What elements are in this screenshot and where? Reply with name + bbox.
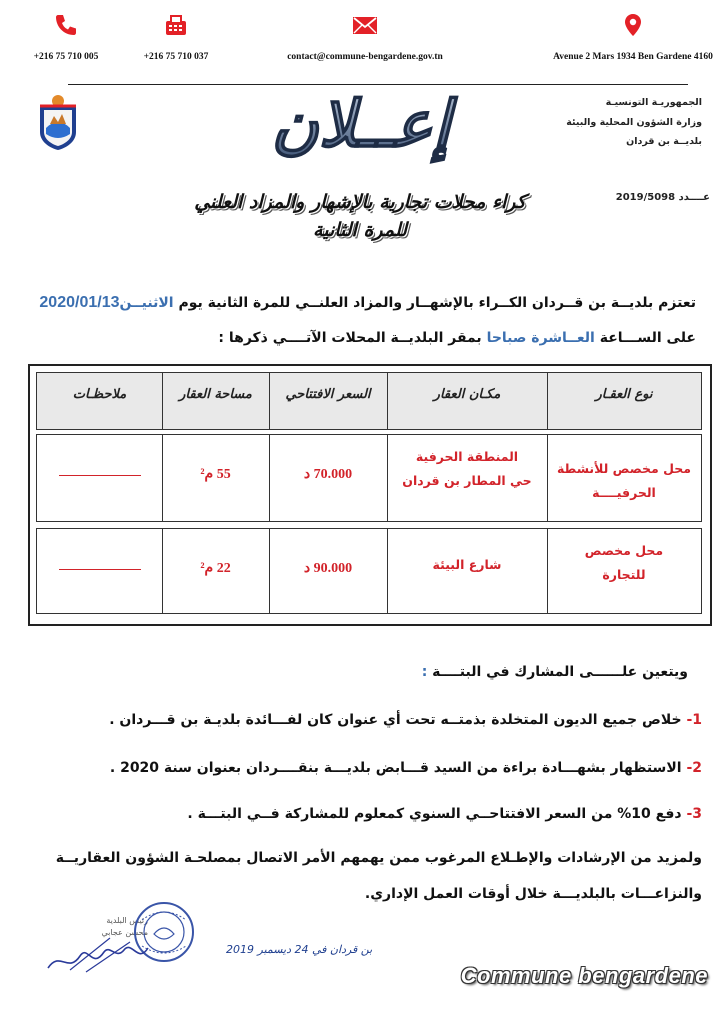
condition-item-2	[10, 760, 702, 776]
conditions-intro	[422, 664, 688, 680]
condition-number: 1-	[686, 712, 702, 728]
intro-time: العــاشرة صباحا	[486, 330, 595, 346]
intro-text: تعتزم بلديــة بن قــردان الكــراء بالإشهــار والمزاد العلنــي للمرة الثانية يوم	[178, 295, 696, 311]
header-price: السعر الافتتاحي	[285, 387, 371, 402]
location-value	[387, 445, 547, 493]
phone-number: +216 75 710 005	[33, 52, 99, 62]
type-value	[547, 539, 701, 587]
type-line-1: محل مخصص للأنشطة	[556, 461, 692, 476]
intro-line-1	[14, 294, 696, 312]
header-notes: ملاحظـات	[72, 387, 127, 402]
table-row	[36, 434, 702, 522]
conditions-intro-colon: :	[421, 664, 428, 680]
intro-line-2	[14, 330, 696, 346]
area-value: 22 م²	[200, 561, 231, 576]
location-line-2: حي المطار بن قردان	[402, 473, 532, 488]
location-value: شارع البيئة	[432, 557, 502, 572]
contact-email	[285, 12, 445, 63]
location-pin-icon	[620, 12, 646, 38]
header-location: مكـان العقار	[433, 387, 501, 402]
email-address: contact@commune-bengardene.gov.tn	[287, 52, 443, 62]
official-header	[552, 96, 702, 155]
ministry-label: وزارة الشؤون المحلية والبيئة	[566, 116, 702, 128]
price-value: 90.000 د	[303, 561, 353, 576]
subtitle-line-1: كراء محلات تجارية بالإشهار والمزاد العلني	[194, 191, 526, 213]
signature-scribble	[40, 930, 170, 980]
envelope-icon	[350, 12, 380, 38]
reference-number: عــــدد 2019/5098	[615, 192, 710, 203]
contact-fax	[96, 12, 256, 63]
notes-dash	[59, 475, 141, 476]
subtitle-line-2: للمرة الثانية	[313, 219, 407, 241]
conditions-intro-text: ويتعين علــــــى المشارك في البتــــة	[432, 664, 688, 680]
announcement-subtitle	[150, 188, 570, 244]
type-line-2: الحرفيــــة	[592, 485, 656, 500]
intro-time-prefix: على الســـاعة	[599, 330, 696, 346]
area-value: 55 م²	[200, 467, 231, 482]
header-divider	[68, 84, 688, 85]
condition-number: 3-	[686, 806, 702, 822]
type-line-1: محل مخصص	[584, 543, 664, 558]
intro-date: 2020/01/13	[39, 294, 120, 311]
condition-text: الاستظهار بشهـــادة براءة من السيد قـــابض بلديـــة بنقــــردان بعنوان سنة 2020 .	[109, 760, 682, 776]
type-line-2: للتجارة	[602, 567, 646, 582]
price-value: 70.000 د	[303, 467, 353, 482]
phone-icon	[53, 12, 79, 38]
closing-line-1: ولمزيد من الإرشادات والإطـلاع المرغوب ممن يهمهم الأمر الاتصال بمصلحـة الشؤون العقاريــة	[55, 850, 702, 866]
commune-brand: Commune bengardene	[460, 963, 708, 988]
fax-icon	[163, 12, 189, 38]
table-header	[36, 372, 702, 430]
intro-time-suffix: بمقر البلديــة المحلات الآتــــي ذكرها :	[218, 330, 482, 346]
notes-dash	[59, 569, 141, 570]
condition-item-3	[10, 806, 702, 822]
fax-number: +216 75 710 037	[143, 52, 209, 62]
signature-name: محسن عجابي	[101, 928, 148, 937]
condition-number: 2-	[686, 760, 702, 776]
header-area: مساحة العقار	[179, 387, 252, 402]
intro-day: الاثنيــن	[119, 295, 174, 311]
properties-table	[28, 364, 712, 626]
contact-address	[548, 12, 718, 63]
condition-text: خلاص جميع الديون المتخلدة بذمتــه تحت أي عنوان كان لفـــائدة بلديـة بن قـــردان .	[109, 712, 682, 728]
announcement-title-text: إعــلان	[271, 87, 451, 162]
header-type: نوع العقـار	[595, 387, 653, 402]
condition-text: دفع 10% من السعر الافتتاحــي السنوي كمعلوم للمشاركة فــي البتـــة .	[187, 806, 682, 822]
location-line-1: المنطقة الحرفية	[415, 449, 519, 464]
announcement-title	[196, 86, 526, 176]
type-value	[547, 457, 701, 505]
table-row	[36, 528, 702, 614]
signature-title: رئيس البلدية	[106, 916, 148, 925]
republic-label: الجمهوريـة التونسيـة	[605, 97, 702, 108]
postal-address: Avenue 2 Mars 1934 Ben Gardene 4160	[553, 52, 713, 62]
municipality-label: بلديــة بن قردان	[626, 136, 702, 148]
place-and-date: بن قردان في 24 ديسمبر 2019	[226, 943, 373, 956]
closing-line-2: والنزاعـــات بالبلديـــة خلال أوقات العمل الإداري.	[364, 886, 702, 902]
municipality-logo	[36, 92, 80, 152]
condition-item-1	[10, 712, 702, 728]
